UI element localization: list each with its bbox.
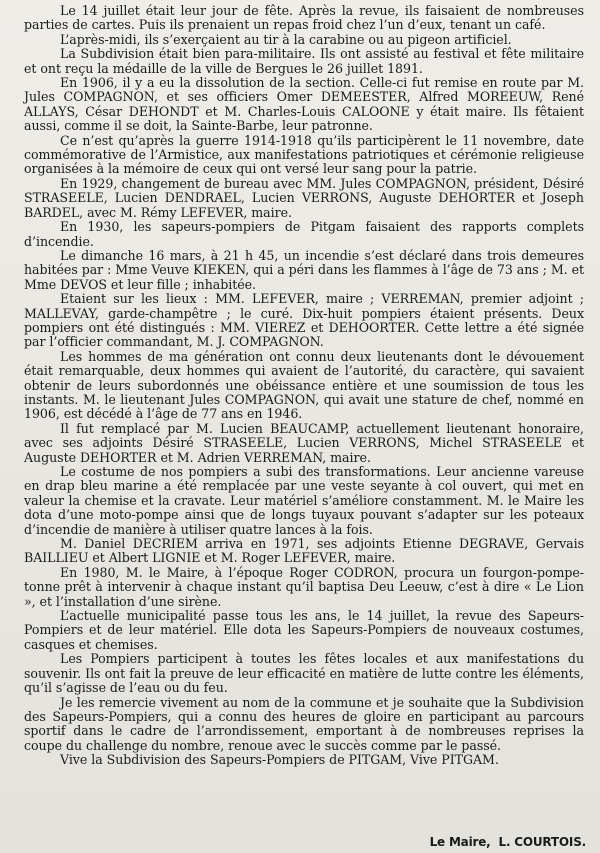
paragraph-15: L’actuelle municipalité passe tous les ans, le 14 juillet, la revue des Sapeurs-Pompiers et de leur matériel. Elle dota les Sapeurs-Pompiers de nouveaux costumes, casques et chemises.	[24, 608, 584, 652]
paragraph-9: Etaient sur les lieux : MM. LEFEVER, maire ; VERREMAN, premier adjoint ; MALLEVAY, garde-champêtre ; le curé. Dix-huit pompiers étaient présents. Deux pompiers ont été distingués : MM. VIEREZ et DEHOORTER. Cette lettre a été signée par l’officier commandant, M. J. COMPAGNON.	[24, 291, 584, 350]
paragraph-2: L’après-midi, ils s’exerçaient au tir à la carabine ou au pigeon artificiel.	[60, 31, 512, 47]
paragraph-13: M. Daniel DECRIEM arriva en 1971, ses adjoints Etienne DEGRAVE, Gervais BAILLIEU et Albert LIGNIE et M. Roger LEFEVER, maire.	[24, 536, 584, 566]
paragraph-1: Le 14 juillet était leur jour de fête. Après la revue, ils faisaient de nombreuses parties de cartes. Puis ils prenaient un repas froid chez l’un d’eux, tenant un café.	[24, 3, 584, 33]
paragraph-14: En 1980, M. le Maire, à l’époque Roger CODRON, procura un fourgon-pompe-tonne prêt à intervenir à chaque instant qu’il baptisa Deu Leeuw, c’est à dire « Le Lion », et l’installation d’une sirène.	[24, 564, 584, 609]
paragraph-12: Le costume de nos pompiers a subi des transformations. Leur ancienne vareuse en drap bleu marine a été remplacée par une veste seyante à col ouvert, qui met en valeur la chemise et la cravate. Leur matériel s’améliore constamment. M. le Maire les dota d’une moto-pompe ainsi que de longs tuyaux pouvant s’adapter sur les poteaux d’incendie de manière à utiliser quatre lances à la fois.	[24, 464, 584, 537]
paragraph-6: En 1929, changement de bureau avec MM. Jules COMPAGNON, président, Désiré STRASEELE, Lucien DENDRAEL, Lucien VERRONS, Auguste DEHORTER et Joseph BARDEL, avec M. Rémy LEFEVER, maire.	[24, 175, 584, 220]
paragraph-7: En 1930, les sapeurs-pompiers de Pitgam faisaient des rapports complets d’incendie.	[24, 219, 584, 249]
paragraph-8: Le dimanche 16 mars, à 21 h 45, un incendie s’est déclaré dans trois demeures habitées par : Mme Veuve KIEKEN, qui a péri dans les flammes à l’âge de 73 ans ; M. et Mme DEVOS et leur fille ; inhabitée.	[24, 247, 584, 292]
paragraph-5: Ce n’est qu’après la guerre 1914-1918 qu’ils participèrent le 11 novembre, date commémorative de l’Armistice, aux manifestations patriotiques et cérémonie religieuse organisées à la mémoire de ceux qui ont versé leur sang pour la patrie.	[24, 132, 584, 177]
paragraph-17: Je les remercie vivement au nom de la commune et je souhaite que la Subdivision des Sapeurs-Pompiers, qui a connu des heures de gloire en participant au parcours sportif dans le cadre de l’arrondissement, emportant à de nombreuses reprises la coupe du challenge du nombre, renoue avec le succès comme par le passé.	[24, 694, 584, 753]
article-body	[24, 4, 584, 768]
signature-title: Le Maire,	[429, 835, 491, 849]
paragraph-11: Il fut remplacé par M. Lucien BEAUCAMP, actuellement lieutenant honoraire, avec ses adjoints Désiré STRASEELE, Lucien VERRONS, Michel STRASEELE et Auguste DEHORTER et M. Adrien VERREMAN, maire.	[24, 420, 584, 465]
signature	[430, 835, 586, 849]
paragraph-4: En 1906, il y a eu la dissolution de la section. Celle-ci fut remise en route par M. Jules COMPAGNON, et ses officiers Omer DEMEESTER, Alfred MOREEUW, René ALLAYS, César DEHONDT et M. Charles-Louis CALOONE y était maire. Ils fêtaient aussi, comme il se doit, la Sainte-Barbe, leur patronne.	[24, 75, 584, 134]
paragraph-10: Les hommes de ma génération ont connu deux lieutenants dont le dévouement était remarquable, deux hommes qui avaient de l’autorité, du caractère, qui savaient obtenir de leurs subordonnés une obéissance entière et une soumission de tous les instants. M. le lieutenant Jules COMPAGNON, qui avait une stature de chef, nommé en 1906, est décédé à l’âge de 77 ans en 1946.	[24, 348, 584, 422]
signature-name: L. COURTOIS.	[498, 835, 586, 849]
paragraph-3: La Subdivision était bien para-militaire. Ils ont assisté au festival et fête militaire et ont reçu la médaille de la ville de Bergues le 26 juillet 1891.	[24, 46, 584, 76]
paragraph-18: Vive la Subdivision des Sapeurs-Pompiers de PITGAM, Vive PITGAM.	[60, 752, 499, 768]
paragraph-16: Les Pompiers participent à toutes les fêtes locales et aux manifestations du souvenir. Ils ont fait la preuve de leur efficacité en matière de lutte contre les éléments, qu’il s’agisse de l’eau ou du feu.	[24, 651, 584, 696]
